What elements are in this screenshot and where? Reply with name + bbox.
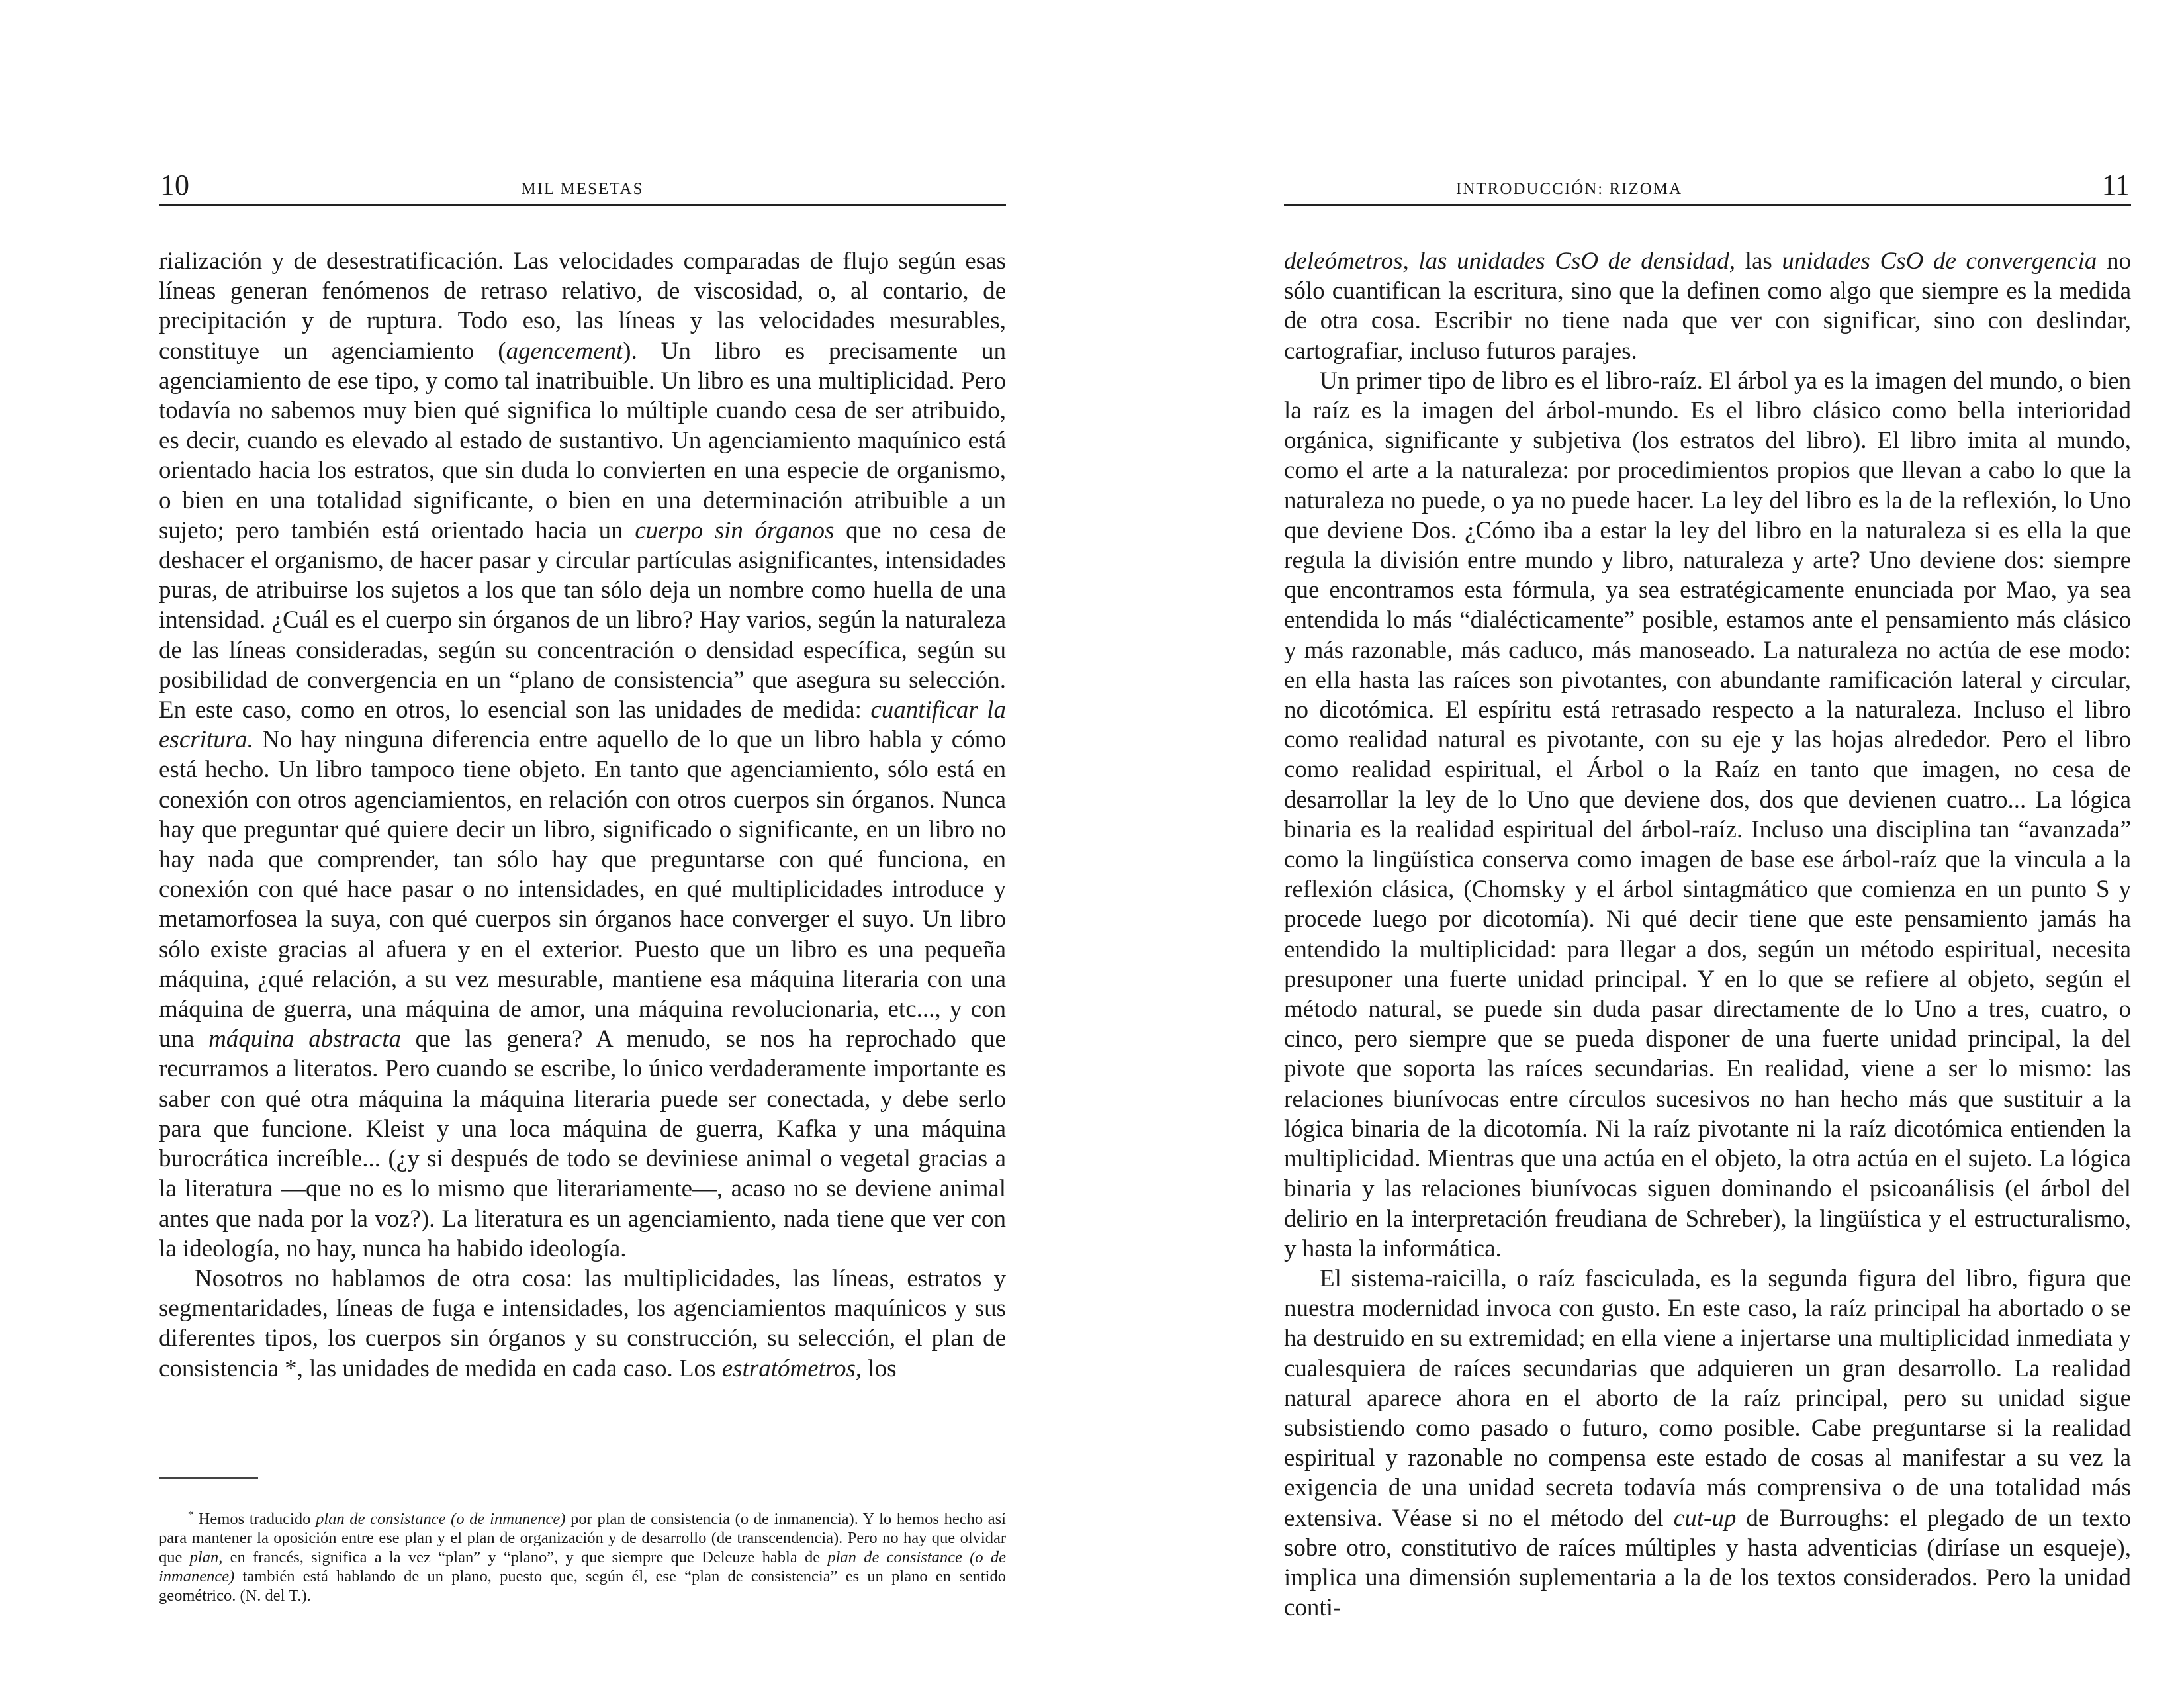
running-title: MIL MESETAS	[521, 180, 644, 198]
text-run: las	[1735, 248, 1782, 275]
italic-text: agencement	[506, 337, 623, 365]
italic-text: máquina abstracta	[208, 1025, 401, 1053]
body-text	[159, 246, 1006, 1383]
text-run: que no cesa de deshacer el organismo, de hacer pasar y circular partículas asignificantes, intensidades puras, de atribuirse los sujetos a los que tan sólo deja un nombre como huella de una intensidad. ¿Cuál es el cuerpo sin órganos de un libro? Hay varios, según la naturaleza de las líneas consideradas, según su concentración o densidad específica, según su posibilidad de convergencia en un “plano de consistencia” que asegura su selección. En este caso, como en otros, lo esencial son las unidades de medida:	[159, 516, 1006, 724]
left-page	[159, 0, 1006, 1688]
text-run: Un primer tipo de libro es el libro-raíz. El árbol ya es la imagen del mundo, o bien la raíz es la imagen del árbol-mundo. Es el libro clásico como bella interioridad orgánica, significante y subjetiva (los estratos del libro). El libro imita al mundo, como el arte a la naturaleza: por procedimientos propios que llevan a cabo lo que la naturaleza no puede, o ya no puede hacer. La ley del libro es la de la reflexión, lo Uno que deviene Dos. ¿Cómo iba a estar la ley del libro en la naturaleza si es ella la que regula la división entre mundo y libro, naturaleza y arte? Uno deviene dos: siempre que encontramos esta fórmula, ya sea estratégicamente enunciada por Mao, ya sea entendida lo más “dialécticamente” posible, estamos ante el pensamiento más clásico y más razonable, más caduco, más manoseado. La naturaleza no actúa de ese modo: en ella hasta las raíces son pivotantes, con abundante ramificación lateral y circular, no dicotómica. El espíritu está retrasado respecto a la naturaleza. Incluso el libro como realidad natural es pivotante, con su eje y las hojas alrededor. Pero el libro como realidad espiritual, el Árbol o la Raíz en tanto que imagen, no cesa de desarrollar la ley de lo Uno que deviene dos, dos que devienen cuatro... La lógica binaria es la realidad espiritual del árbol-raíz. Incluso una disciplina tan “avanzada” como la lingüística conserva como imagen de base ese árbol-raíz que la vincula a la reflexión clásica, (Chomsky y el árbol sintagmático que comienza en un punto S y procede luego por dicotomía). Ni qué decir tiene que este pensamiento jamás ha entendido la multiplicidad: para llegar a dos, según un método espiritual, necesita presuponer una fuerte unidad principal. Y en lo que se refiere al objeto, según el método natural, se puede sin duda pasar directamente de lo Uno a tres, cuatro, o cinco, pero siempre que se pueda disponer de una fuerte unidad principal, la del pivote que soporta las raíces secundarias. En realidad, viene a ser lo mismo: las relaciones biunívocas entre círculos sucesivos no han hecho más que sustituir a la lógica binaria de la dicotomía. Ni la raíz pivotante ni la raíz dicotómica entienden la multiplicidad. Mientras que una actúa en el objeto, la otra actúa en el sujeto. La lógica binaria y las relaciones biunívocas siguen dominando el psicoanálisis (el árbol del delirio en la interpretación freudiana de Schreber), la lingüística y el estructuralismo, y hasta la informática.	[1284, 367, 2131, 1262]
body-text	[1284, 246, 2131, 1622]
text-run: rialización y de desestratificación. Las velocidades comparadas de flujo según esas líneas generan fenómenos de retraso relativo, de viscosidad, o, al contario, de precipitación y de ruptura. Todo eso, las líneas y las velocidades mesurables, constituye un agenciamiento (	[159, 248, 1006, 365]
text-run: que las genera? A menudo, se nos ha reprochado que recurramos a literatos. Pero cuando se escribe, lo único verdaderamente importante es saber con qué otra máquina la máquina literaria puede ser conectada, y debe serlo para que funcione. Kleist y una loca máquina de guerra, Kafka y una máquina burocrática increíble... (¿y si después de todo se deviniese animal o vegetal gracias a la literatura —que no es lo mismo que literariamente—, acaso no se deviene animal antes que nada por la voz?). La literatura es un agenciamiento, nada tiene que ver con la ideología, no hay, nunca ha habido ideología.	[159, 1025, 1006, 1262]
text-run: no sólo cuantifican la escritura, sino que la definen como algo que siempre es la medida de otra cosa. Escribir no tiene nada que ver con significar, sino con deslindar, cartografiar, incluso futuros parajes.	[1284, 248, 2131, 365]
text-run: El sistema-raicilla, o raíz fasciculada, es la segunda figura del libro, figura que nuestra modernidad invoca con gusto. En este caso, la raíz principal ha abortado o se ha destruido en su extremidad; en ella viene a injertarse una multiplicidad inmediata y cualesquiera de raíces secundarias que adquieren un gran desarrollo. La realidad natural aparece ahora en el aborto de la raíz principal, pero su unidad sigue subsistiendo como pasado o futuro, como posible. Cabe preguntarse si la realidad espiritual y razonable no compensa este estado de cosas al manifestar a su vez la exigencia de una unidad secreta todavía más comprensiva o de una totalidad más extensiva. Véase si no el método del	[1284, 1264, 2131, 1532]
footnote	[159, 1505, 1006, 1605]
paragraph	[1284, 1264, 2131, 1622]
running-title: INTRODUCCIÓN: RIZOMA	[1456, 180, 1683, 198]
italic-text: cuerpo sin órganos	[635, 516, 835, 544]
text-run: en francés, significa a la vez “plan” y “plano”, y que siempre que Deleuze habla de	[222, 1548, 828, 1567]
text-run: por plan de consistencia (o de inmanencia). Y lo hemos hecho así para mantener la oposición entre ese plan y el plan de organización y de desarrollo (de transcendencia). Pero no hay que olvidar que	[159, 1510, 1006, 1567]
page-header	[1284, 167, 2131, 206]
italic-text: deleómetros, las unidades CsO de densidad,	[1284, 248, 1736, 275]
italic-text: cuantificar la escritura.	[159, 696, 1006, 754]
text-run: los	[862, 1354, 897, 1382]
text-run: No hay ninguna diferencia entre aquello de lo que un libro habla y cómo está hecho. Un libro tampoco tiene objeto. En tanto que agenciamiento, sólo está en conexión con otros agenciamientos, en relación con otros cuerpos sin órganos. Nunca hay que preguntar qué quiere decir un libro, significado o significante, en un libro no hay nada que comprender, tan sólo hay que preguntarse con qué funciona, en conexión con qué hace pasar o no intensidades, en qué multiplicidades introduce y metamorfosea la suya, con qué cuerpos sin órganos hace converger el suyo. Un libro sólo existe gracias al afuera y en el exterior. Puesto que un libro es una pequeña máquina, ¿qué relación, a su vez mesurable, mantiene esa máquina literaria con una máquina de guerra, una máquina de amor, una máquina revolucionaria, etc..., y con una	[159, 726, 1006, 1053]
paragraph	[1284, 246, 2131, 366]
footnote-marker: *	[188, 1509, 193, 1521]
footnote-divider	[159, 1477, 258, 1479]
right-page	[1284, 0, 2131, 1688]
text-run: Hemos traducido	[193, 1510, 316, 1528]
text-run: Nosotros no hablamos de otra cosa: las multiplicidades, las líneas, estratos y segmentaridades, líneas de fuga e intensidades, los agenciamientos maquínicos y sus diferentes tipos, los cuerpos sin órganos y su construcción, su selección, el plan de consistencia *, las unidades de medida en cada caso. Los	[159, 1264, 1006, 1382]
paragraph	[159, 1264, 1006, 1383]
page-header	[159, 167, 1006, 206]
text-run: también está hablando de un plano, puesto que, según él, ese “plan de consistencia” es un plano en sentido geométrico. (N. del T.).	[159, 1568, 1006, 1605]
text-run: ). Un libro es precisamente un agenciamiento de ese tipo, y como tal inatribuible. Un libro es una multiplicidad. Pero todavía no sabemos muy bien qué significa lo múltiple cuando cesa de ser atribuido, es decir, cuando es elevado al estado de sustantivo. Un agenciamiento maquínico está orientado hacia los estratos, que sin duda lo convierten en una especie de organismo, o bien en una totalidad significante, o bien en una determinación atribuible a un sujeto; pero también está orientado hacia un	[159, 337, 1006, 544]
paragraph	[159, 246, 1006, 1264]
text-run: de Burroughs: el plegado de un texto sobre otro, constitutivo de raíces múltiples y hasta adventicias (diríase un esqueje), implica una dimensión suplementaria a la de los textos considerados. Pero la unidad conti-	[1284, 1504, 2132, 1622]
italic-text: plan de consistance (o de inmunence)	[316, 1510, 566, 1528]
paragraph	[1284, 366, 2131, 1264]
italic-text: unidades CsO de convergencia	[1782, 248, 2097, 275]
italic-text: plan de consistance (o de inmanence)	[159, 1548, 1006, 1586]
italic-text: cut-up	[1673, 1504, 1737, 1532]
italic-text: estratómetros,	[721, 1354, 862, 1382]
italic-text: plan,	[189, 1548, 223, 1567]
page-number: 11	[2101, 169, 2130, 201]
page-number: 10	[160, 169, 189, 201]
